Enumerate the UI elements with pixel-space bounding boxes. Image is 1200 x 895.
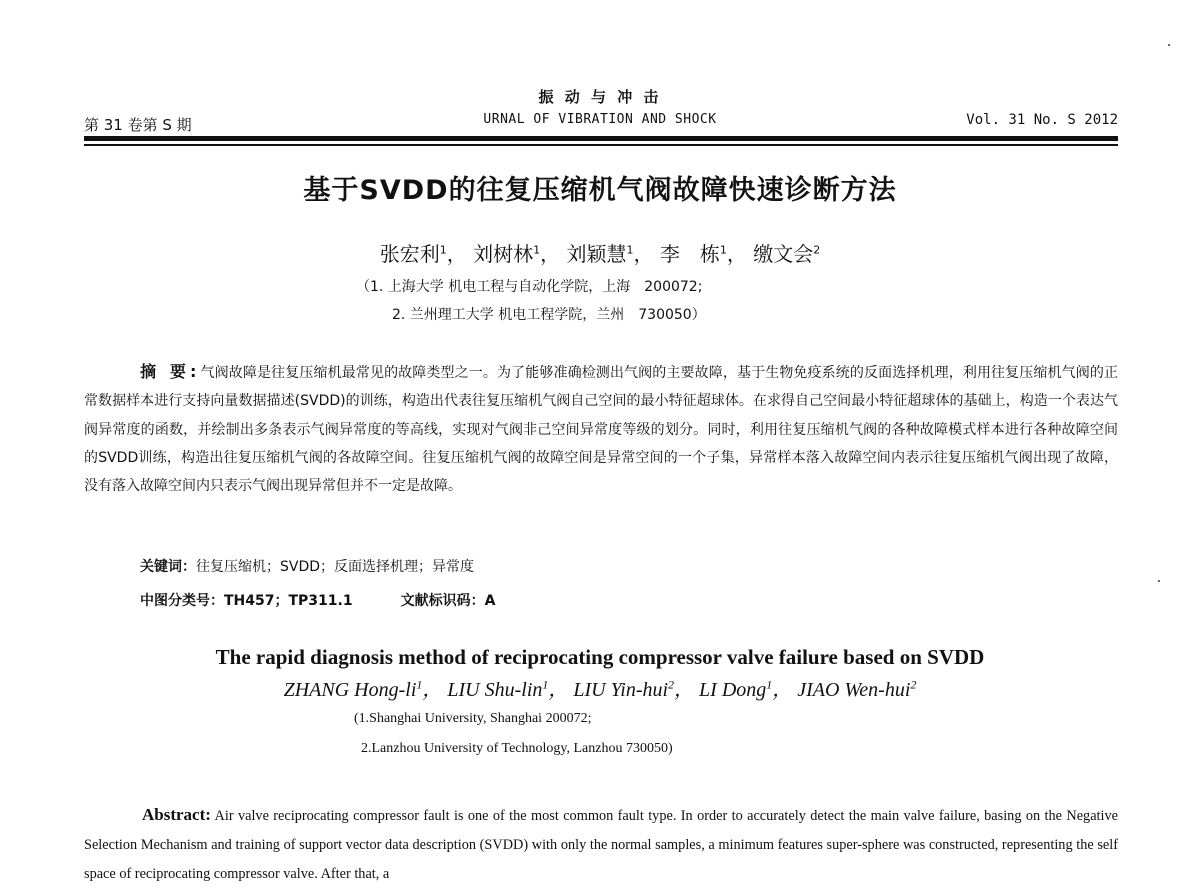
author-cn: 刘颖慧$^1$，	[566, 242, 654, 266]
journal-title-en: URNAL OF VIBRATION AND SHOCK	[483, 112, 717, 127]
volume-issue-en: Vol. 31 No. S 2012	[966, 112, 1118, 128]
abstract-cn-text: 气阀故障是往复压缩机最常见的故障类型之一。为了能够准确检测出气阀的主要故障，基于生物免疫系统的反面选择机理，利用往复压缩机气阀的正常数据样本进行支持向量数据描述(SVDD)的训练，构造出代表往复压缩机气阀自己空间的最小特征超球体。在求得自己空间最小特征超球体的基础上，构造一个表达气阀异常度的函数，并绘制出多条表示气阀异常度的等高线，实现对气阀非己空间异常度等级的划分。同时，利用往复压缩机气阀的各种故障模式样本进行各种故障空间的SVDD训练，构造出往复压缩机气阀的各故障空间。往复压缩机气阀的故障空间是异常空间的一个子集，异常样本落入故障空间内表示往复压缩机气阀出现了故障，没有落入故障空间内只表示气阀出现异常但并不一定是故障。	[84, 365, 1118, 495]
abstract-cn-label: 摘 要:	[140, 362, 201, 381]
scan-speck	[1168, 44, 1170, 46]
scan-speck	[1158, 580, 1160, 582]
journal-title-cn: 振 动 与 冲 击	[538, 88, 662, 106]
author-en: LIU Yin-hui$^2$，	[573, 677, 695, 701]
abstract-en-label: Abstract:	[142, 805, 211, 824]
paper-title-cn: 基于SVDD的往复压缩机气阀故障快速诊断方法	[303, 175, 897, 206]
author-en: LI Dong$^1$，	[699, 677, 793, 701]
doc-code-value: A	[484, 593, 496, 609]
keywords-cn-text: 往复压缩机；SVDD；反面选择机理；异常度	[196, 559, 475, 575]
abstract-en-text: Air valve reciprocating compressor fault is one of the most common fault type. In order to accurately detect the main valve failure, basing on the Negative Selection Mechanism and training of support vector data description (SVDD) with only the normal samples, a minimum features super-sphere was constructed, representing the self space of reciprocating compressor valve. After that, a	[84, 808, 1118, 882]
author-cn: 张宏利$^1$，	[379, 242, 467, 266]
affiliation-cn-1: （1. 上海大学 机电工程与自动化学院，上海 200072;	[356, 279, 703, 295]
clc-value: TH457；TP311.1	[224, 593, 353, 609]
author-cn: 缴文会$^2$	[753, 242, 821, 266]
author-cn: 李 栋$^1$，	[659, 242, 747, 266]
author-cn: 刘树林$^1$，	[473, 242, 561, 266]
classification-cn	[140, 590, 495, 610]
affiliation-en-1: (1.Shanghai University, Shanghai 200072;	[354, 711, 592, 726]
author-en: LIU Shu-lin$^1$，	[447, 677, 569, 701]
doc-code-label: 文献标识码：	[400, 593, 485, 609]
authors-en	[0, 673, 1200, 702]
authors-cn	[0, 238, 1200, 267]
header-rule-thin	[84, 144, 1118, 146]
paper-title-en: The rapid diagnosis method of reciprocating compressor valve failure based on SVDD	[215, 645, 985, 669]
keywords-cn	[140, 556, 474, 576]
header-rule-thick	[84, 136, 1118, 141]
clc-label: 中图分类号：	[140, 593, 224, 609]
keywords-cn-label: 关键词：	[140, 559, 196, 575]
author-en: JIAO Wen-hui$^2$	[797, 677, 917, 701]
abstract-en	[84, 800, 1118, 889]
volume-issue-cn: 第 31 卷第 S 期	[84, 116, 192, 134]
author-en: ZHANG Hong-$li^1$，	[283, 677, 443, 701]
abstract-cn	[84, 358, 1118, 500]
affiliation-en-2: 2.Lanzhou University of Technology, Lanzhou 730050)	[361, 741, 673, 756]
affiliation-cn-2: 2. 兰州理工大学 机电工程学院，兰州 730050）	[392, 307, 706, 323]
